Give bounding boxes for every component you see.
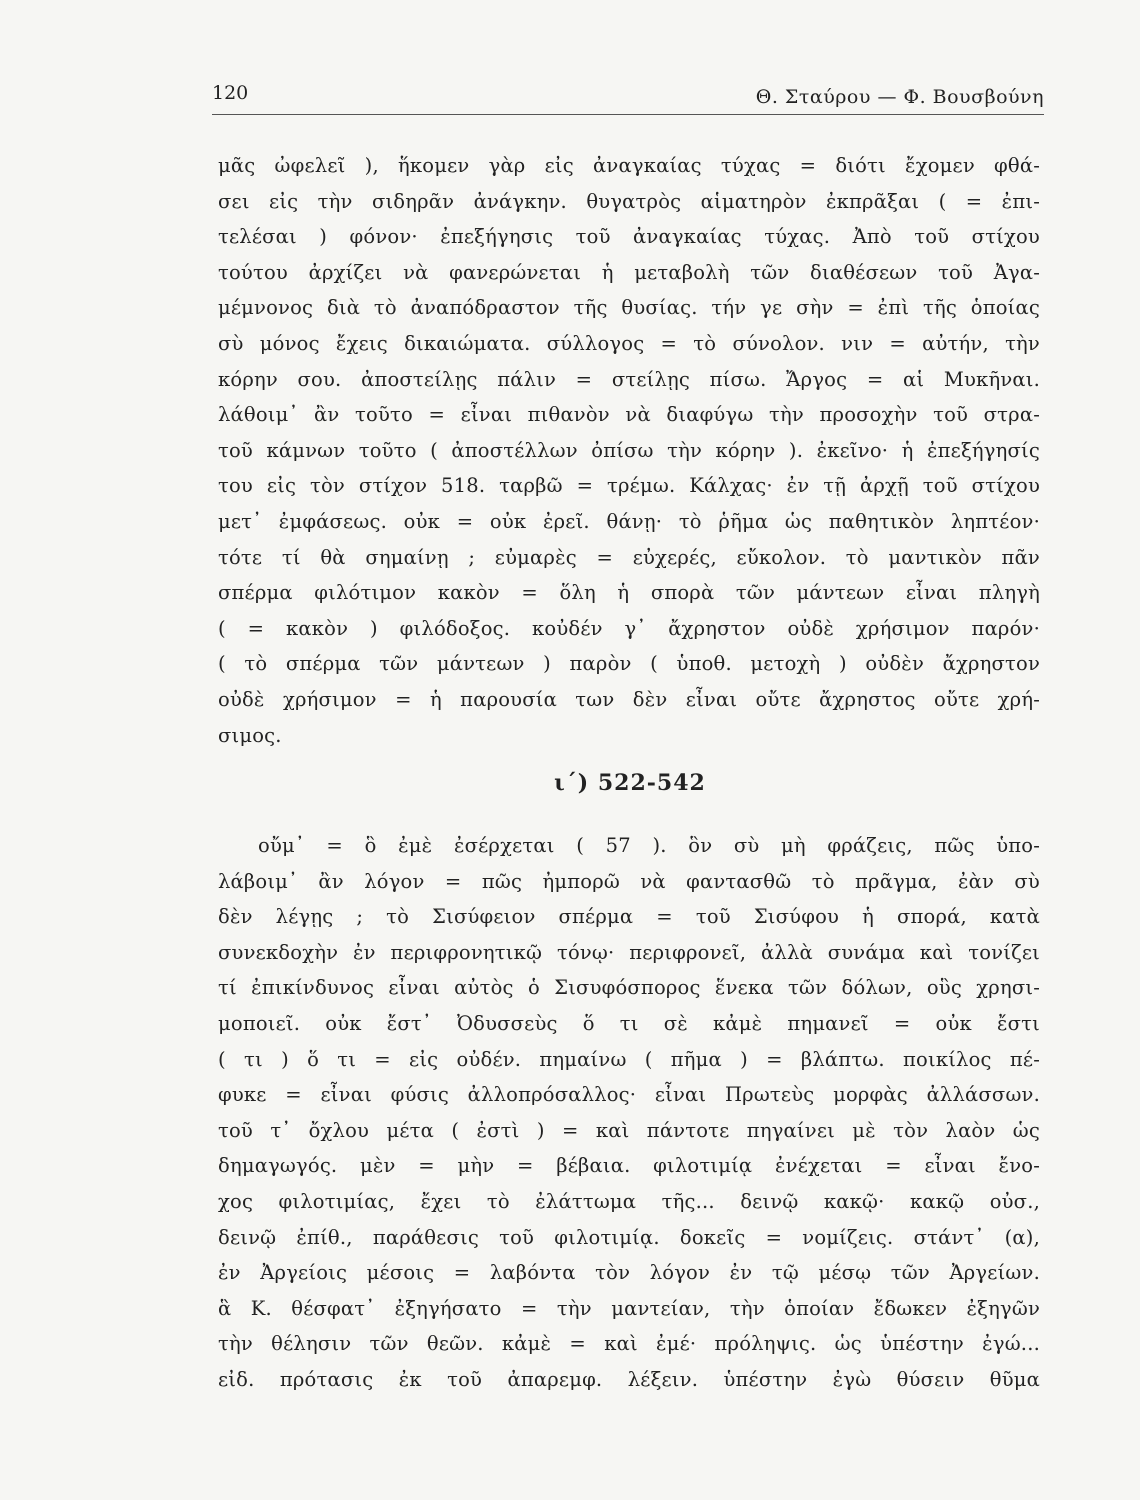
text-line: δεινῷ ἐπίθ., παράθεσις τοῦ φιλοτιμίᾳ. δοκεῖς = νομίζεις. στάντ᾽ (α),	[218, 1225, 1040, 1249]
text-line: εἰδ. πρότασις ἐκ τοῦ ἀπαρεμφ. λέξειν. ὑπέστην ἐγὼ θύσειν θῦμα	[218, 1367, 1040, 1391]
text-line: ( τὸ σπέρμα τῶν μάντεων ) παρὸν ( ὑποθ. μετοχὴ ) οὐδὲν ἄχρηστον	[218, 652, 1040, 676]
text-line: λάθοιμ᾽ ἂν τοῦτο = εἶναι πιθανὸν νὰ διαφύγω τὴν προσοχὴν τοῦ στρα-	[218, 403, 1040, 427]
text-line: τοῦ τ᾽ ὄχλου μέτα ( ἐστὶ ) = καὶ πάντοτε πηγαίνει μὲ τὸν λαὸν ὡς	[218, 1118, 1040, 1142]
text-line: ( τι ) ὅ τι = εἰς οὐδέν. πημαίνω ( πῆμα ) = βλάπτω. ποικίλος πέ-	[218, 1047, 1040, 1071]
text-line: σπέρμα φιλότιμον κακὸν = ὅλη ἡ σπορὰ τῶν μάντεων εἶναι πληγὴ	[218, 581, 1040, 605]
text-line: τοῦ κάμνων τοῦτο ( ἀποστέλλων ὀπίσω τὴν κόρην ). ἐκεῖνο· ἡ ἐπεξήγησίς	[218, 438, 1040, 462]
text-line: χος φιλοτιμίας, ἔχει τὸ ἐλάττωμα τῆς... δεινῷ κακῷ· κακῷ οὐσ.,	[218, 1189, 1040, 1213]
text-line: μοποιεῖ. οὐκ ἔστ᾽ Ὀδυσσεὺς ὅ τι σὲ κἀμὲ πημανεῖ = οὐκ ἔστι	[218, 1011, 1040, 1035]
text-line: κόρην σου. ἀποστείλῃς πάλιν = στείλῃς πίσω. Ἄργος = αἱ Μυκῆναι.	[218, 367, 1040, 391]
text-line: τούτου ἀρχίζει νὰ φανερώνεται ἡ μεταβολὴ τῶν διαθέσεων τοῦ Ἀγα-	[218, 260, 1040, 284]
text-line: του εἰς τὸν στίχον 518. ταρβῶ = τρέμω. Κάλχας· ἐν τῇ ἀρχῇ τοῦ στίχου	[218, 474, 1040, 498]
text-line: ἃ Κ. θέσφατ᾽ ἐξηγήσατο = τὴν μαντείαν, τὴν ὁποίαν ἔδωκεν ἐξηγῶν	[218, 1296, 1040, 1320]
commentary-paragraph-1	[218, 148, 1040, 753]
text-line: ( = κακὸν ) φιλόδοξος. κοὐδέν γ᾽ ἄχρηστον οὐδὲ χρήσιμον παρόν·	[218, 616, 1040, 640]
text-line: λάβοιμ᾽ ἂν λόγον = πῶς ἠμπορῶ νὰ φαντασθῶ τὸ πρᾶγμα, ἐὰν σὺ	[218, 869, 1040, 893]
text-line: φυκε = εἶναι φύσις ἀλλοπρόσαλλος· εἶναι Πρωτεὺς μορφὰς ἀλλάσσων.	[218, 1083, 1040, 1107]
text-line: ἐν Ἀργείοις μέσοις = λαβόντα τὸν λόγον ἐν τῷ μέσῳ τῶν Ἀργείων.	[218, 1261, 1040, 1285]
text-line: τελέσαι ) φόνον· ἐπεξήγησις τοῦ ἀναγκαίας τύχας. Ἀπὸ τοῦ στίχου	[218, 225, 1040, 249]
text-line: σὺ μόνος ἔχεις δικαιώματα. σύλλογος = τὸ σύνολον. νιν = αὐτήν, τὴν	[218, 331, 1040, 355]
running-head: Θ. Σταύρου — Φ. Βουσβούνη	[755, 86, 1044, 108]
text-line: δὲν λέγῃς ; τὸ Σισύφειον σπέρμα = τοῦ Σισύφου ἡ σπορά, κατὰ	[218, 905, 1040, 929]
page-header	[212, 78, 1044, 115]
text-line: τὴν θέλησιν τῶν θεῶν. κἀμὲ = καὶ ἐμέ· πρόληψις. ὡς ὑπέστην ἐγώ...	[218, 1332, 1040, 1356]
section-heading: ι´) 522-542	[554, 770, 706, 796]
text-line: σιμος.	[218, 723, 282, 747]
text-line: μετ᾽ ἐμφάσεως. οὐκ = οὐκ ἐρεῖ. θάνῃ· τὸ ῥῆμα ὡς παθητικὸν ληπτέον·	[218, 509, 1040, 533]
commentary-paragraph-2	[218, 828, 1040, 1398]
text-line: οὔμ᾽ = ὃ ἐμὲ ἐσέρχεται ( 57 ). ὃν σὺ μὴ φράζεις, πῶς ὑπο-	[258, 834, 1040, 857]
text-line: σει εἰς τὴν σιδηρᾶν ἀνάγκην. θυγατρὸς αἱματηρὸν ἐκπρᾶξαι ( = ἐπι-	[218, 189, 1040, 213]
text-line: μᾶς ὠφελεῖ ), ἥκομεν γὰρ εἰς ἀναγκαίας τύχας = διότι ἔχομεν φθά-	[218, 154, 1040, 177]
text-line: τί ἐπικίνδυνος εἶναι αὐτὸς ὁ Σισυφόσπορος ἕνεκα τῶν δόλων, οὓς χρησι-	[218, 976, 1040, 1000]
text-line: δημαγωγός. μὲν = μὴν = βέβαια. φιλοτιμίᾳ ἐνέχεται = εἶναι ἔνο-	[218, 1154, 1040, 1178]
text-line: οὐδὲ χρήσιμον = ἡ παρουσία των δὲν εἶναι οὔτε ἄχρηστος οὔτε χρή-	[218, 687, 1040, 711]
page-number: 120	[212, 82, 249, 104]
text-line: τότε τί θὰ σημαίνῃ ; εὐμαρὲς = εὐχερές, εὔκολον. τὸ μαντικὸν πᾶν	[218, 545, 1040, 569]
text-line: συνεκδοχὴν ἐν περιφρονητικῷ τόνῳ· περιφρονεῖ, ἀλλὰ συνάμα καὶ τονίζει	[218, 940, 1040, 964]
text-line: μέμνονος διὰ τὸ ἀναπόδραστον τῆς θυσίας. τήν γε σὴν = ἐπὶ τῆς ὁποίας	[218, 296, 1040, 320]
